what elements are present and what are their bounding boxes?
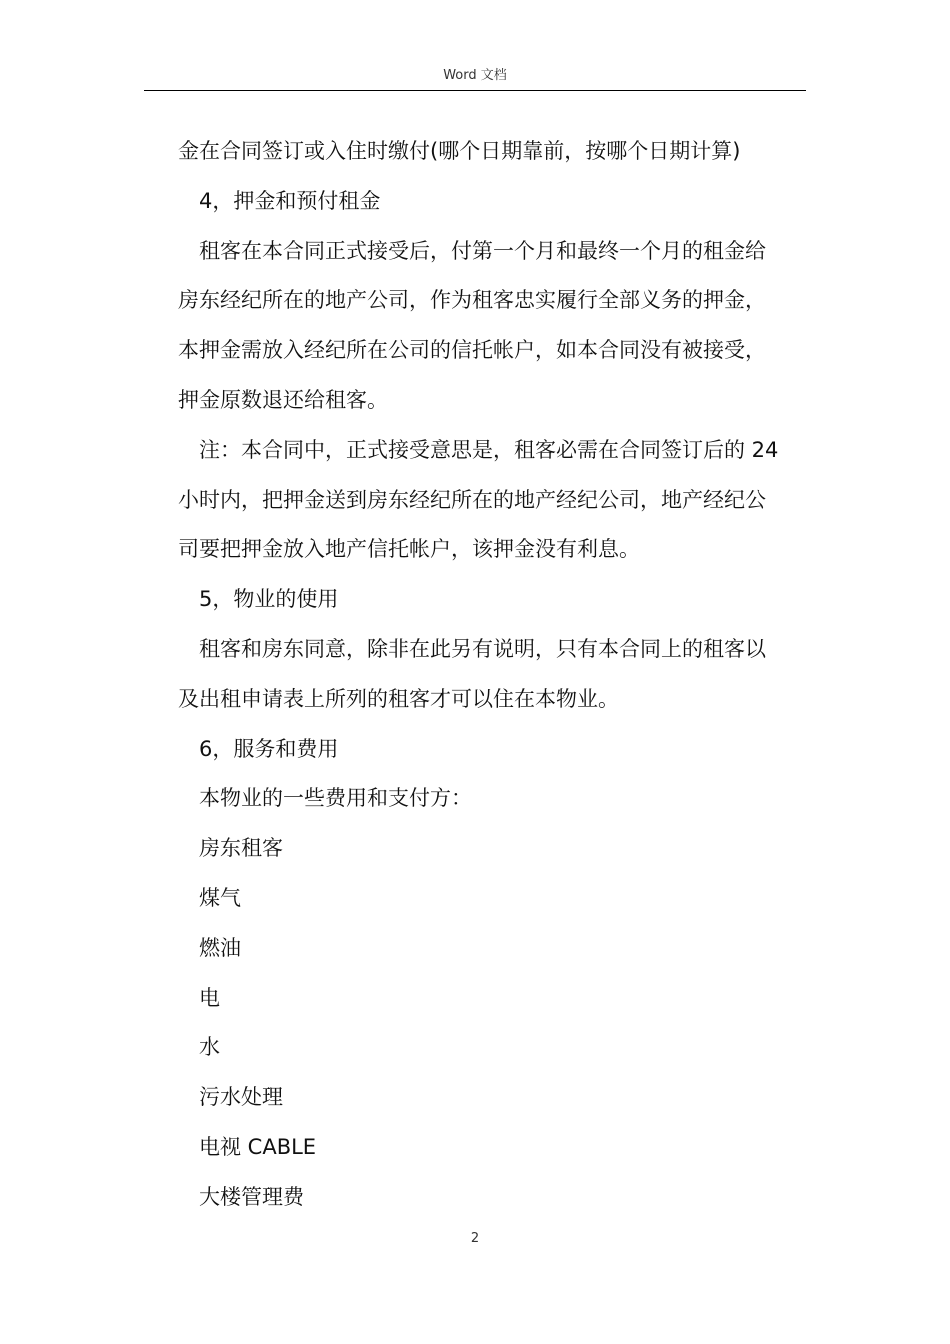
text-line: 本物业的一些费用和支付方： — [199, 786, 472, 811]
text-line: 押金原数退还给租客。 — [178, 387, 388, 412]
text-line: 司要把押金放入地产信托帐户，该押金没有利息。 — [178, 537, 640, 562]
page-number: 2 — [470, 1231, 480, 1246]
section-heading: 6，服务和费用 — [199, 736, 339, 761]
document-body — [178, 127, 808, 1223]
list-item: 煤气 — [199, 885, 241, 910]
text-line: 本押金需放入经纪所在公司的信托帐户，如本合同没有被接受， — [178, 338, 766, 363]
page-header — [144, 62, 806, 91]
text-line: 及出租申请表上所列的租客才可以住在本物业。 — [178, 686, 619, 711]
section-heading: 5，物业的使用 — [199, 587, 339, 612]
list-item: 大楼管理费 — [199, 1184, 304, 1209]
list-item: 水 — [199, 1035, 220, 1060]
list-item: 电视 CABLE — [199, 1134, 317, 1159]
list-item: 电 — [199, 985, 220, 1010]
list-item: 污水处理 — [199, 1085, 283, 1110]
header-title: Word 文档 — [443, 68, 507, 83]
list-item: 房东租客 — [199, 836, 283, 861]
text-line: 小时内，把押金送到房东经纪所在的地产经纪公司，地产经纪公 — [178, 487, 766, 512]
text-line: 租客和房东同意，除非在此另有说明，只有本合同上的租客以 — [199, 636, 766, 661]
section-heading: 4，押金和预付租金 — [199, 188, 381, 213]
text-line: 金在合同签订或入住时缴付(哪个日期靠前，按哪个日期计算) — [178, 139, 741, 163]
text-line: 房东经纪所在的地产公司，作为租客忠实履行全部义务的押金， — [178, 288, 766, 313]
list-item: 燃油 — [199, 935, 241, 960]
text-line: 租客在本合同正式接受后，付第一个月和最终一个月的租金给 — [199, 238, 766, 263]
text-line: 注：本合同中，正式接受意思是，租客必需在合同签订后的 24 — [199, 437, 779, 462]
